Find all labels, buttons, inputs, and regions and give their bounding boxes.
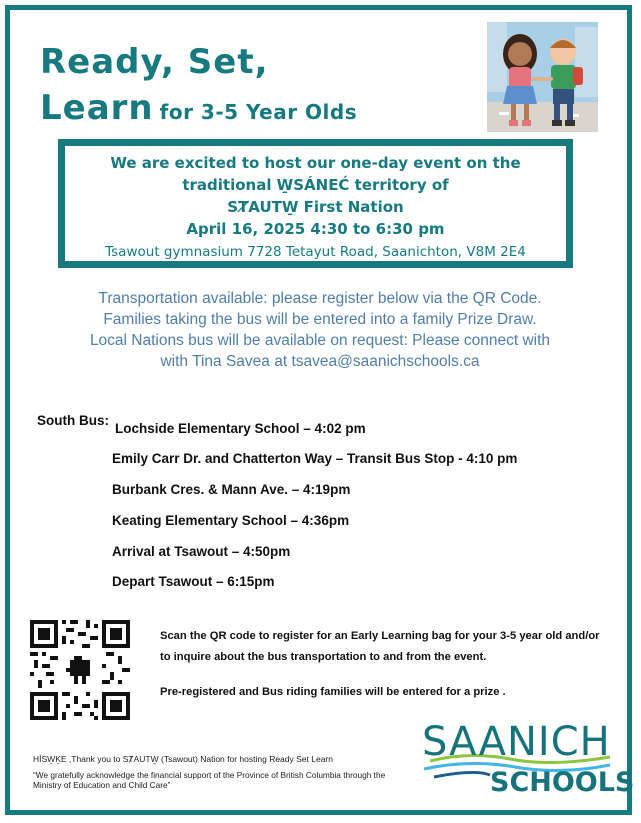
transport-line: with Tina Savea at tsavea@saanichschools.ca [160,353,480,370]
bus-stop: Emily Carr Dr. and Chatterton Way – Transit Bus Stop - 4:10 pm [112,451,518,466]
event-territory: traditional W̱SÁNEĆ territory of [182,176,449,194]
title-line-2 [40,88,357,128]
transport-line: Transportation available: please register below via the QR Code. [98,290,542,307]
logo-word-saanich: SAANICH [422,719,611,765]
title-learn: Learn [40,88,154,128]
funding-acknowledgement: “We gratefully acknowledge the financial support of the Province of British Columbia through the Ministry of Education and Child Care” [33,770,386,790]
logo-word-schools: SCHOOLS [490,767,635,798]
bus-stop: Arrival at Tsawout – 4:50pm [112,544,291,559]
south-bus-label: South Bus: [37,413,109,428]
title-subtitle: for 3-5 Year Olds [159,100,358,124]
bus-stop: Lochside Elementary School – 4:02 pm [115,421,366,436]
scan-instructions: Scan the QR code to register for an Early Learning bag for your 3-5 year old and/or to inquire about the bus transportation to and from the event. [160,630,600,663]
bus-stop: Depart Tsawout – 6:15pm [112,574,275,589]
event-address: Tsawout gymnasium 7728 Tetayut Road, Saanichton, V8M 2E4 [105,244,526,260]
thank-you-note: HÍSW̱ḴE ,Thank you to SȾAUTW̱ (Tsawout) Nation for hosting Ready Set Learn [33,754,333,764]
event-first-nation: SȾAUTW̱ First Nation [227,198,404,216]
event-intro: We are excited to host our one-day event on the [110,154,521,172]
saanich-schools-logo [420,717,635,802]
bus-stop: Keating Elementary School – 4:36pm [112,513,350,528]
bus-stop: Burbank Cres. & Mann Ave. – 4:19pm [112,482,351,497]
prize-note: Pre-registered and Bus riding families will be entered for a prize . [160,686,506,698]
children-illustration [487,22,598,132]
transportation-info [60,288,580,372]
transport-line: Families taking the bus will be entered into a family Prize Draw. [103,311,537,328]
title-line-1: Ready, Set, [40,42,269,82]
registration-qr-code[interactable] [30,620,130,720]
event-details-box [58,139,573,268]
event-date-time: April 16, 2025 4:30 to 6:30 pm [186,220,445,238]
transport-line: Local Nations bus will be available on request: Please connect with [89,332,551,349]
